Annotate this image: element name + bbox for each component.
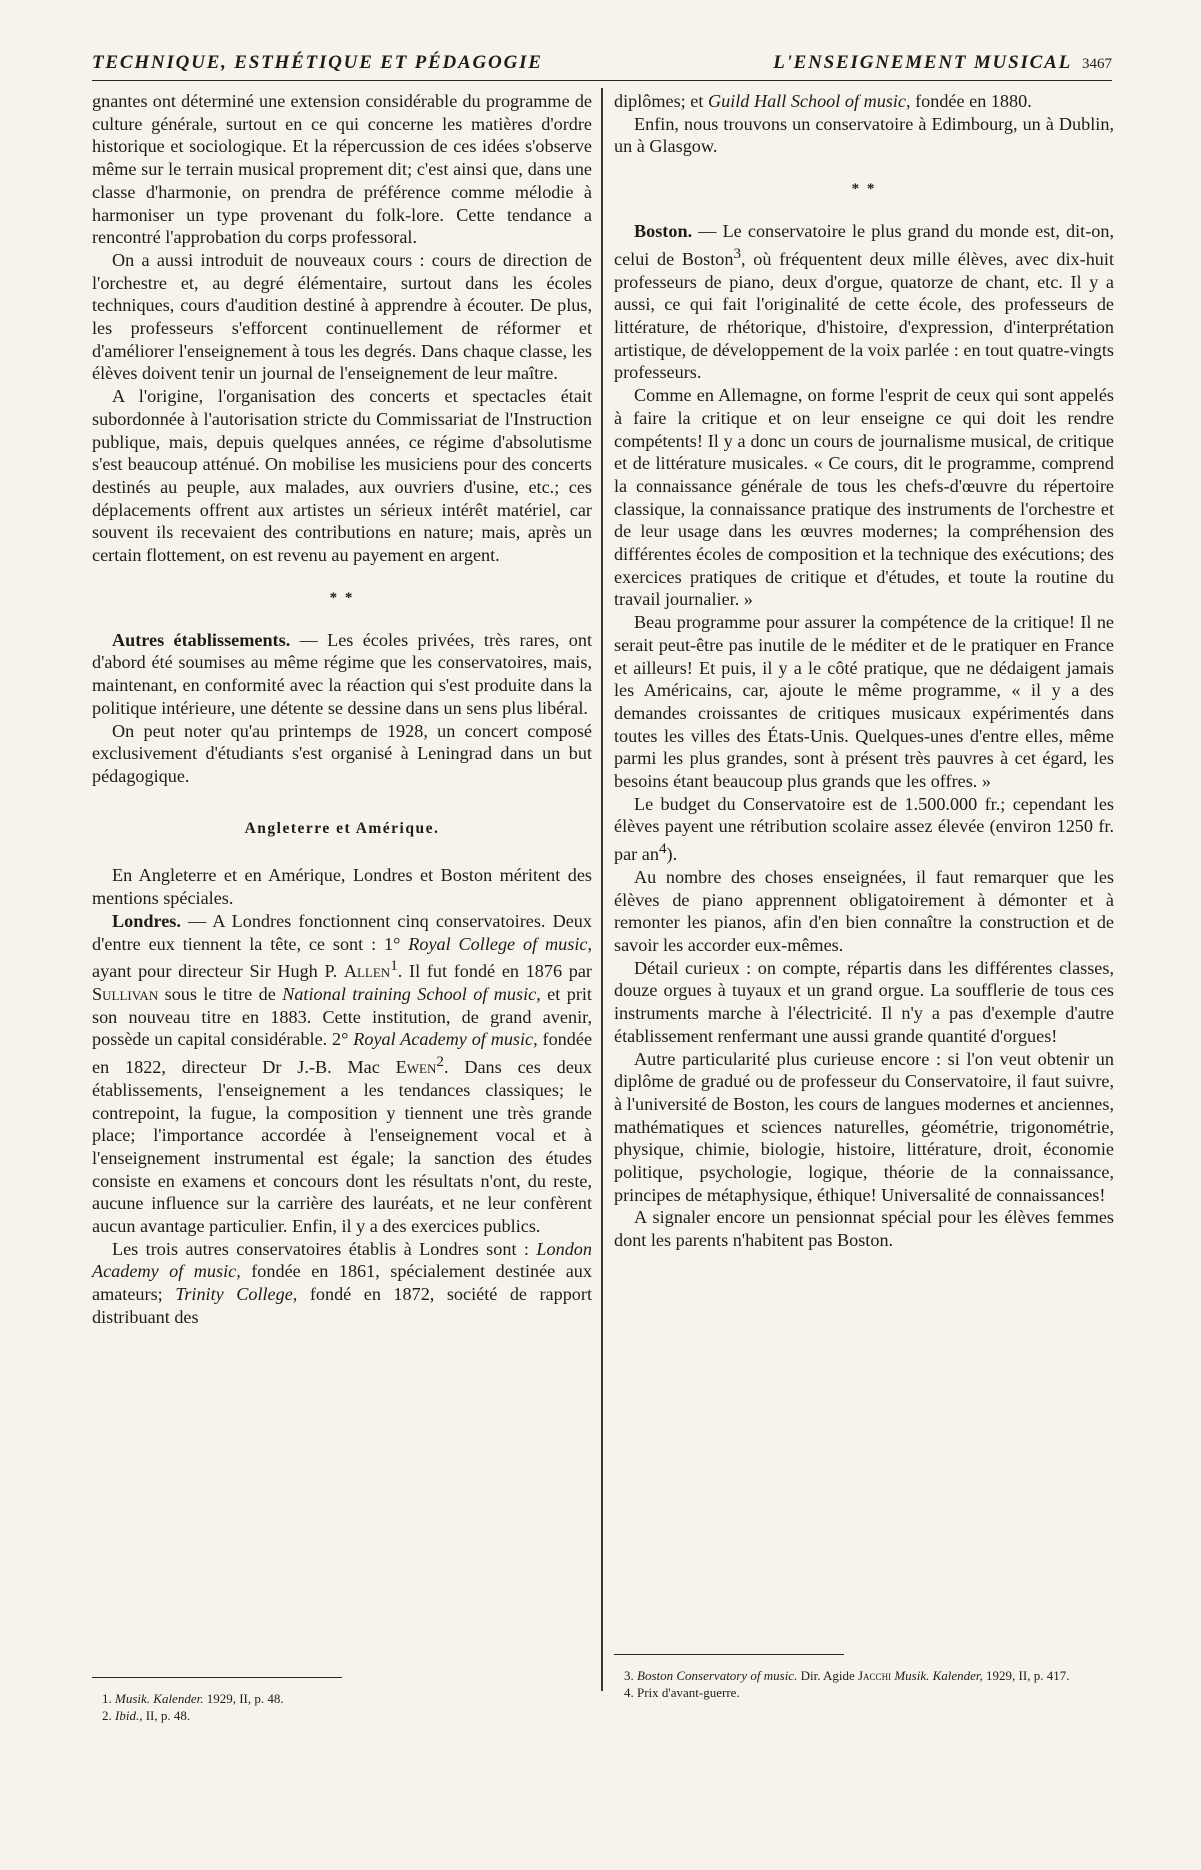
section-separator-stars: * *: [851, 181, 877, 198]
column-divider: [601, 88, 603, 1691]
footnote-number: 1.: [102, 1691, 112, 1706]
paragraph: Autre particularité plus curieuse encore : si l'on veut obtenir un diplôme de gradué ou de professeur du Conservatoire, il faut suivre, à l'université de Boston, les cours de langues modernes et anciennes, mathématiques et sciences naturelles, géométrie, trigonométrie, physique, chimie, biologie, histoire, littérature, droit, économie politique, psychologie, logique, théorie de la connaissance, principes de métaphysique, éthique! Universalité de connaissances!: [614, 1048, 1114, 1205]
paragraph: [92, 910, 592, 1238]
paragraph: [614, 90, 1114, 113]
footnote-number: 4.: [624, 1685, 634, 1700]
paragraph: A l'origine, l'organisation des concerts et spectacles était subordonnée à l'autorisation stricte du Commissariat de l'Instruction publique, mais, depuis quelques années, ce régime d'absolutisme s'est beaucoup atténué. On mobilise les musiciens pour des concerts destinés au peuple, aux malades, aux ouvriers d'usine, etc.; ces déplacements offrent aux artistes un sérieux intérêt matériel, car souvent ils recevaient des contributions en nature; mais, après un certain flottement, on est revenu au payement en argent.: [92, 386, 592, 566]
paragraph: [92, 1238, 592, 1329]
text: ayant pour directeur Sir Hugh P.: [92, 961, 344, 982]
footnote-ref: 4: [658, 840, 667, 858]
paragraph: gnantes ont déterminé une extension considérable du programme de culture générale, surtout en ce qui concerne les matières d'ordre historique et sociologique. Et la répercussion de ces idées s'observe même sur le terrain musical proprement dit; c'est ainsi que, dans une classe d'harmonie, on prendra de préférence comme mélodie à harmoniser un type provenant du folk-lore. Cette tendance a rencontré l'approbation du corps professoral.: [92, 91, 592, 248]
text: fondé en 1872, société de rapport distribuant des: [92, 1284, 593, 1327]
footnote-text: Dir. Agide: [797, 1668, 858, 1683]
footnote-source: Boston Conservatory of music.: [637, 1668, 798, 1683]
footnote-number: 2.: [102, 1708, 112, 1723]
text: — Le conservatoire le plus grand du monde est, dit-on, celui de Boston: [614, 221, 1114, 269]
footnote-ref: 1: [390, 957, 398, 975]
text: , où fréquentent deux mille élèves, avec dix-huit professeurs de piano, deux d'orgue, quatorze de chant, etc. Il y a aussi, ce qui fait l'originalité de cette école, des professeurs de littérature, de rhétorique, d'histoire, d'expression, d'interprétation artistique, de développement de la voix parlée : en tout quatre-vingts professeurs.: [614, 248, 1114, 383]
footnote-ref: 3: [733, 244, 742, 262]
text: fondée en 1880.: [910, 91, 1032, 111]
text: . Il fut fondé en 1876 par: [397, 961, 592, 982]
italic-title: London Academy of music,: [92, 1238, 592, 1282]
footnote-ref: 2: [436, 1053, 444, 1071]
run-in-heading: Londres.: [112, 910, 181, 931]
text: — A Londres fonctionnent cinq conservatoires. Deux d'entre eux tiennent la tête, ce sont : 1°: [92, 910, 592, 954]
text: Les trois autres conservatoires établis à Londres sont :: [112, 1238, 537, 1259]
footnote-text: II, p. 48.: [142, 1708, 191, 1723]
text: diplômes; et: [614, 91, 708, 111]
text: sous le titre de: [158, 983, 283, 1004]
footnote-number: 3.: [624, 1668, 634, 1683]
footnote: [614, 1684, 1114, 1701]
footnote-source: Musik. Kalender.: [115, 1691, 204, 1706]
section-separator-stars: * *: [329, 589, 355, 606]
paragraph: [614, 220, 1114, 384]
text: et prit son nouveau titre en 1883. Cette institution, de grand avenir, possède un capital considérable. 2°: [92, 983, 592, 1050]
paragraph-text: — Les écoles privées, très rares, ont d'abord été soumises au même régime que les conservatoires, mais, maintenant, en conformité avec la réaction qui s'est produite dans la politique intérieure, une détente se dessine dans un sens plus libéral.: [92, 629, 592, 718]
text: fondée en 1822, directeur Dr J.-B. Mac: [92, 1029, 593, 1078]
italic-title: National training School of music,: [282, 983, 541, 1004]
footnote-text: 1929, II, p. 417.: [982, 1668, 1070, 1683]
italic-title: Trinity College,: [175, 1284, 298, 1305]
right-column: [614, 90, 1114, 1252]
footnote-rule: [92, 1677, 342, 1678]
run-in-heading: Autres établissements.: [112, 629, 291, 650]
paragraph: [614, 793, 1114, 866]
footnote-rule: [614, 1654, 844, 1655]
footnote-source: Ibid.,: [115, 1708, 143, 1723]
footnote-text: 1929, II, p. 48.: [203, 1691, 284, 1706]
footnote: [614, 1667, 1114, 1684]
paragraph: Comme en Allemagne, on forme l'esprit de ceux qui sont appelés à faire la critique et on leur enseigne ce qui doit les rendre compétents! Il y a donc un cours de journalisme musical, de critique et de littérature musicales. « Ce cours, dit le programme, comprend la connaissance générale de tous les chefs-d'œuvre du répertoire classique, la connaissance pratique des instruments de l'orchestre et de leur usage dans les œuvres modernes; la compréhension des différentes écoles de composition et la technique des exécutions; des exercices pratiques de critique et d'études, et toute la routine du travail journalier. »: [614, 385, 1114, 610]
footnotes-left: [92, 1677, 592, 1724]
footnote-source: Musik. Kalender,: [894, 1668, 983, 1683]
page-number: 3467: [1082, 56, 1112, 72]
paragraph: On a aussi introduit de nouveaux cours : cours de direction de l'orchestre et, au degré élémentaire, surtout dans les écoles techniques, cours d'audition destiné à apprendre à écouter. De plus, les professeurs s'efforcent continuellement de réformer et d'améliorer l'enseignement à tous les degrés. Dans chaque classe, les élèves doivent tenir un journal de l'enseignement de leur maître.: [92, 249, 592, 384]
paragraph: Beau programme pour assurer la compétence de la critique! Il ne serait peut-être pas inutile de le méditer et de le pratiquer en France et ailleurs! Et puis, il y a le côté pratique, que ne dédaigent jamais les Américains, car, ajoute le même programme, « il y a des demandes croissantes de critiques musicaux expérimentés dans toutes les villes des États-Unis. Quelques-unes d'entre elles, même parmi les plus grandes, sont à présent très pauvres à cet égard, les besoins étant beaucoup plus grands que les offres. »: [614, 612, 1114, 792]
small-caps-name: Sullivan: [92, 983, 159, 1004]
footnote: [92, 1690, 592, 1707]
paragraph: Enfin, nous trouvons un conservatoire à Edimbourg, un à Dublin, un à Glasgow.: [614, 113, 1114, 157]
italic-title: Royal Academy of music,: [353, 1029, 538, 1050]
section-heading: Angleterre et Amérique.: [244, 819, 440, 837]
footnote: [92, 1707, 592, 1724]
paragraph: Au nombre des choses enseignées, il faut remarquer que les élèves de piano apprennent obligatoirement à démonter et à remonter les pianos, afin d'en bien connaître la construction et de savoir les accorder eux-mêmes.: [614, 866, 1114, 956]
paragraph: [92, 629, 592, 720]
text: ).: [666, 844, 678, 865]
text: . Dans ces deux établissements, l'enseignement a les tendances classiques; le contrepoint, la fugue, la composition y tiennent une très grande place; l'importance accordée à l'enseignement vocal et à l'enseignement instrumental est égale; la sanction des études consiste en examens et concours dont les résultats n'ont, du reste, aucune influence sur la carrière des lauréats, et ne leur confèrent aucun avantage particulier. Enfin, il y a des exercices publics.: [92, 1057, 592, 1237]
running-header: [92, 50, 1112, 81]
paragraph: A signaler encore un pensionnat spécial pour les élèves femmes dont les parents n'habitent pas Boston.: [614, 1207, 1114, 1251]
paragraph: On peut noter qu'au printemps de 1928, un concert composé exclusivement d'étudiants s'est organisé à Leningrad dans un but pédagogique.: [92, 720, 592, 786]
text: Le budget du Conservatoire est de 1.500.000 fr.; cependant les élèves payent une rétribution scolaire assez élevée (environ 1250 fr. par an: [614, 793, 1114, 865]
small-caps-name: Allen: [343, 961, 391, 982]
header-section-title: TECHNIQUE, ESTHÉTIQUE ET PÉDAGOGIE: [92, 52, 543, 73]
small-caps-name: Jacchi: [858, 1668, 892, 1683]
header-journal-title: [773, 52, 1112, 74]
small-caps-name: Ewen: [395, 1057, 437, 1078]
text: fondée en 1861, spécialement destinée aux amateurs;: [92, 1261, 592, 1305]
left-column: [92, 90, 592, 1329]
paragraph: En Angleterre et en Amérique, Londres et Boston méritent des mentions spéciales.: [92, 865, 592, 909]
run-in-heading: Boston.: [634, 221, 693, 242]
italic-title: Royal College of music,: [408, 933, 592, 954]
footnotes-right: [614, 1654, 1114, 1701]
paragraph: Détail curieux : on compte, répartis dans les différentes classes, douze orgues à tuyaux et un grand orgue. La soufflerie de tous ces instruments marche à l'électricité. Il n'y a pas d'exemple d'autre établissement renfermant une aussi grande quantité d'orgues!: [614, 957, 1114, 1046]
footnote-text: Prix d'avant-guerre.: [637, 1685, 740, 1700]
header-journal-name: L'ENSEIGNEMENT MUSICAL: [773, 52, 1072, 73]
italic-title: Guild Hall School of music,: [707, 91, 911, 111]
